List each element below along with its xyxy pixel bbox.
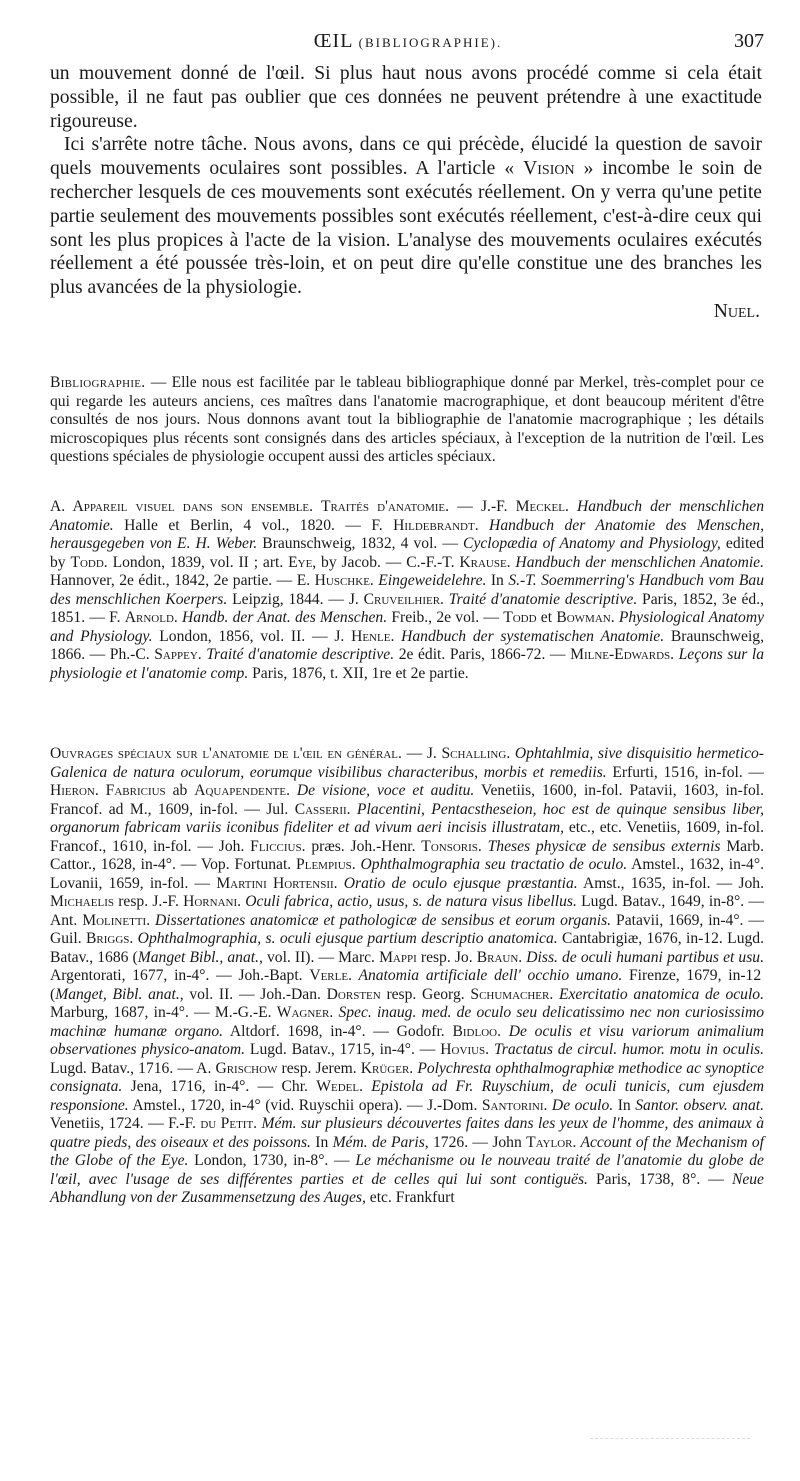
citation-fragment: Lugd. Batav., 1649, in-8°. — Ant. — [50, 893, 764, 929]
citation-fragment: Eye, — [288, 553, 317, 571]
citation-fragment: Handb. der Anat. des Menschen. — [177, 609, 388, 626]
citation-fragment: Ophtahlmia, sive disquisitio hermetico-Galenica de natura oculorum, eorumque visibilibus characteribus, morbis et remediis. — [50, 745, 764, 781]
citation-fragment: Ophthalmographia seu tractatio de oculo. — [355, 856, 628, 873]
section-a-heading: A. Appareil visuel dans son ensemble. Traités d'anatomie. — [50, 498, 450, 515]
header-title-main: ŒIL — [313, 30, 353, 52]
citation-fragment: Manget, Bibl. anat., — [55, 985, 184, 1003]
citation-fragment: Todd. — [70, 553, 108, 571]
author-name: Nuel. — [713, 300, 760, 322]
citation-fragment: Braunschweig, 1866. — Ph.-C. — [50, 627, 764, 663]
citation-fragment: Amstel., 1720, in-4° (vid. Ruyschii opera). — J.-Dom. — [128, 1096, 482, 1114]
citation-fragment: Diss. de oculi humani partibus et usu. — [522, 948, 764, 966]
citation-fragment: S.-T. Soemmerring's Handbuch vom Bau des menschlichen Koerpers. — [50, 572, 764, 608]
citation-fragment: Traité d'anatomie descriptive. — [443, 590, 638, 608]
citation-fragment: Anatomia artificiale dell' occhio umano. — [351, 967, 623, 984]
citation-fragment: Fliccius. — [250, 837, 306, 855]
page-number: 307 — [734, 30, 764, 52]
citation-fragment: Patavii, 1669, in-4°. — Guil. — [50, 911, 764, 947]
citation-fragment: Grischow — [215, 1059, 278, 1077]
main-text — [50, 62, 762, 324]
citation-fragment: Todd — [503, 609, 537, 626]
citation-fragment: 1726. — John — [428, 1133, 527, 1151]
citation-fragment: Neue Abhandlung von der Zusammensetzung des Auges, — [50, 1170, 764, 1206]
citation-fragment: Polychresta ophthalmographiæ methodice ac synoptice consignata. — [50, 1059, 764, 1095]
citation-fragment: Spec. inaug. med. de oculo seu delicatissimo nec non curiosissimo machinæ humanæ organo. — [50, 1004, 765, 1040]
citation-fragment: Paris, 1876, t. XII, 1re et 2e partie. — [248, 664, 469, 682]
citation-fragment: Lugd. Batav., 1715, in-4°. — — [245, 1041, 441, 1058]
citation-fragment: In — [613, 1096, 636, 1114]
author-signature — [50, 300, 762, 324]
citation-fragment: Schumacher. — [470, 985, 554, 1003]
citation-fragment: Handbuch der menschlichen Anatomie. — [510, 553, 765, 571]
citation-fragment: Mém. de Paris, — [332, 1133, 429, 1151]
citation-fragment: Exercitatio anatomica de oculo. — [553, 985, 764, 1003]
citation-fragment: Hildebrandt. — [393, 516, 479, 534]
citation-fragment: resp. Georg. — [380, 985, 471, 1003]
section-a-entries — [50, 498, 764, 683]
paragraph-2 — [50, 133, 762, 300]
citation-fragment: Cantabrigiæ, 1676, in-12. Lugd. Batav., 1686 ( — [50, 930, 764, 966]
paragraph-2-end: » incombe le soin de rechercher lesquels de ces mouvements sont exécutés réellement. On y verra qu'une petite partie seulement des mouvements possibles sont exécutés réellement, c'est-à-dire ceux qui sont les plus propices à l'acte de la vision. L'analyse des mouvements oculaires exécutés réellement a été poussée très-loin, et on peut dire qu'elle constitue une des branches les plus avancées de la physiologie. — [50, 158, 763, 299]
article-reference: Vision — [523, 158, 575, 180]
citation-fragment: Amst., 1635, in-fol. — Joh. — [577, 874, 765, 892]
citation-fragment: — J.-F. — [449, 498, 516, 515]
citation-fragment: Account of the Mechanism of the Globe of the Eye. — [50, 1133, 764, 1169]
citation-fragment: Leçons sur la physiologie et l'anatomie comp. — [50, 646, 765, 682]
citation-fragment: vol. II. — Joh.-Dan. — [183, 985, 327, 1003]
citation-fragment: Krüger. — [360, 1059, 414, 1077]
citation-fragment: Santorini. — [481, 1096, 548, 1114]
citation-fragment: Meckel. — [515, 498, 569, 515]
citation-fragment: Paris, 1852, 3e éd., 1851. — F. — [50, 590, 764, 626]
citation-fragment: Hieron. Fabricius — [50, 782, 166, 799]
citation-fragment: resp. J.-F. — [113, 893, 184, 910]
citation-fragment: Aquapendente. — [194, 782, 291, 799]
citation-fragment: resp. Jerem. — [277, 1059, 361, 1077]
citation-fragment: Briggs. — [86, 930, 134, 947]
citation-fragment: Paris, 1738, 8°. — — [587, 1170, 732, 1188]
citation-fragment: Wagner. — [276, 1004, 334, 1021]
header-title — [52, 30, 764, 53]
section-b-entries — [50, 745, 764, 1208]
citation-fragment: Eingeweidelehre. — [373, 572, 487, 589]
citation-fragment: Altdorf. 1698, in-4°. — Godofr. — [223, 1022, 453, 1040]
citation-fragment: Halle et Berlin, 4 vol., 1820. — F. — [113, 516, 394, 534]
paragraph-1: un mouvement donné de l'œil. Si plus haut nous avons procédé comme si cela était possible, il ne faut pas oublier que ces données ne peuvent prétendre à une exactitude rigoureuse. — [50, 63, 762, 132]
citation-fragment: Schalling. — [441, 745, 511, 762]
citation-fragment: Oratio de oculo ejusque præstantia. — [337, 874, 578, 892]
citation-fragment: Casserii. — [294, 800, 351, 818]
citation-fragment: Plempius. — [296, 856, 356, 873]
section-special-works — [50, 745, 764, 1208]
citation-fragment: Lugd. Batav., 1716. — A. — [50, 1059, 216, 1077]
citation-fragment: In — [486, 572, 509, 589]
citation-fragment: ab — [165, 782, 195, 799]
citation-fragment: 2e édit. Paris, 1866-72. — — [394, 646, 571, 663]
citation-fragment: Michaelis — [50, 893, 114, 910]
paragraph-2-start: Ici s'arrête notre tâche. Nous avons, dans ce qui précède, élucidé la question de savoir quels mouvements oculaires sont possibles. A l'article « — [50, 134, 762, 180]
citation-fragment: edited by — [50, 535, 764, 571]
citation-fragment: Hornani. — [183, 893, 242, 910]
section-b-heading: Ouvrages spéciaux sur l'anatomie de l'œil en général. — [50, 745, 402, 762]
citation-fragment: De visione, voce et auditu. — [290, 782, 475, 799]
citation-fragment: De oculo. — [547, 1096, 614, 1114]
citation-fragment: vol. II). — Marc. — [262, 948, 380, 966]
citation-fragment: Verle. — [309, 967, 352, 984]
citation-fragment: Hovius. — [440, 1041, 490, 1058]
citation-fragment: Dissertationes anatomicæ et pathologicæ de sensibus et eorum organis. — [150, 911, 612, 929]
citation-fragment: by Jacob. — C.-F.-T. — [316, 553, 460, 571]
bibliography-intro — [50, 374, 764, 467]
bleed-through-trace — [590, 1438, 750, 1445]
citation-fragment: Bidloo. — [452, 1022, 501, 1040]
citation-fragment: Mappi — [379, 948, 417, 966]
citation-fragment: Handbuch der systematischen Anatomie. — [394, 627, 665, 645]
citation-fragment: — J. — [401, 745, 442, 762]
citation-fragment: Freib., 2e vol. — — [387, 609, 504, 626]
citation-fragment: Bowman. — [556, 609, 615, 626]
citation-fragment: Braun. — [476, 948, 523, 966]
citation-fragment: Wedel. — [316, 1078, 363, 1095]
citation-fragment: Tonsoris. — [421, 837, 482, 855]
citation-fragment: Leipzig, 1844. — J. — [227, 590, 364, 608]
running-header — [52, 30, 764, 58]
citation-fragment: London, 1839, vol. II ; art. — [107, 553, 289, 571]
citation-fragment: Martini Hortensii. — [216, 874, 338, 892]
citation-fragment: Firenze, 1679, in-12 ( — [50, 967, 762, 1003]
citation-fragment: Molinetti. — [82, 911, 151, 929]
citation-fragment: London, 1730, in-8°. — — [188, 1152, 356, 1169]
citation-fragment: Venetiis, 1600, in-fol. Patavii, 1603, in-fol. Francof. ad M., 1609, in-fol. — Jul. — [50, 782, 765, 818]
citation-fragment: Marb. Cattor., 1628, in-4°. — Vop. Fortunat. — [50, 837, 764, 873]
citation-fragment: Handbuch der menschlichen Anatomie. — [50, 498, 764, 534]
citation-fragment: resp. Jo. — [416, 948, 477, 966]
citation-fragment: Cruveilhier. — [363, 590, 444, 608]
citation-fragment: Theses physicæ de sensibus externis — [481, 837, 721, 855]
citation-fragment: Taylor. — [526, 1133, 577, 1151]
citation-fragment: De oculis et visu variorum animalium observationes physico-anatom. — [50, 1022, 765, 1058]
header-title-sub: (BIBLIOGRAPHIE). — [358, 35, 503, 50]
citation-fragment: Tractatus de circul. humor. motu in oculis. — [489, 1041, 765, 1058]
citation-fragment: Santor. observ. anat. — [635, 1096, 764, 1114]
citation-fragment: etc., etc. Venetiis, 1609, in-fol. Francof., 1610, in-fol. — Joh. — [50, 819, 764, 855]
citation-fragment: In — [310, 1133, 333, 1151]
citation-fragment: Ophthalmographia, s. oculi ejusque partium descriptio anatomica. — [133, 930, 558, 947]
citation-fragment: Jena, 1716, in-4°. — Chr. — [122, 1078, 317, 1095]
citation-fragment: Placentini, Pentacstheseion, hoc est de quinque sensibus liber, organorum fabricam variis iconibus fideliter et ad vivum aeri incisis illustratam, — [50, 800, 764, 836]
citation-fragment: Huschke. — [314, 572, 374, 589]
citation-fragment: Marburg, 1687, in-4°. — M.-G.-E. — [50, 1004, 277, 1021]
citation-fragment: Oculi fabrica, actio, usus, s. de natura visus libellus. — [241, 893, 577, 910]
citation-fragment: Arnold. — [124, 609, 178, 626]
citation-fragment: Amstel., 1632, in-4°. Lovanii, 1659, in-fol. — — [50, 856, 764, 892]
citation-fragment: Traité d'anatomie descriptive. — [201, 646, 395, 663]
citation-fragment: et — [536, 609, 557, 626]
citation-fragment: Epistola ad Fr. Ruyschium, de oculi tunicis, cum ejusdem responsione. — [50, 1078, 765, 1114]
citation-fragment: præs. Joh.-Henr. — [305, 837, 422, 855]
citation-fragment: Sappey. — [154, 646, 202, 663]
citation-fragment: Argentorati, 1677, in-4°. — Joh.-Bapt. — [50, 967, 310, 984]
section-a-treatises — [50, 498, 764, 683]
citation-fragment: Milne-Edwards. — [570, 646, 675, 663]
citation-fragment: Krause. — [459, 553, 511, 571]
citation-fragment: London, 1856, vol. II. — J. — [152, 627, 352, 645]
citation-fragment: Venetiis, 1724. — F.-F. — [50, 1115, 201, 1132]
citation-fragment: Braunschweig, 1832, 4 vol. — — [257, 535, 464, 552]
citation-fragment: etc. Frankfurt — [365, 1189, 455, 1206]
citation-fragment: Hannover, 2e édit., 1842, 2e partie. — E. — [50, 572, 315, 589]
citation-fragment: Handbuch der Anatomie des Menschen, herausgegeben von E. H. Weber. — [50, 516, 764, 552]
citation-fragment: Le méchanisme ou le nouveau traité de l'anatomie du globe de l'œil, avec l'usage de ses différentes parties et de celles qui lui sont contiguës. — [50, 1152, 764, 1188]
citation-fragment: du Petit. — [200, 1115, 258, 1132]
citation-fragment: Dorsten — [326, 985, 381, 1003]
citation-fragment: Physiological Anatomy and Physiology. — [50, 609, 764, 645]
citation-fragment: Manget Bibl., anat., — [137, 948, 263, 966]
citation-fragment: Erfurti, 1516, in-fol. — — [606, 763, 765, 781]
citation-fragment: Cyclopædia of Anatomy and Physiology, — [463, 535, 721, 552]
bibliography-heading: Bibliographie. — [50, 374, 146, 391]
citation-fragment: Mém. sur plusieurs découvertes faites dans les yeux de l'homme, des animaux à quatre pieds, des oiseaux et des poissons. — [50, 1115, 764, 1151]
citation-fragment: Henle. — [351, 627, 395, 645]
bibliography-intro-text: — Elle nous est facilitée par le tableau bibliographique donné par Merkel, très-complet pour ce qui regarde les auteurs anciens, ces maîtres dans l'anatomie macrographique, et dont beaucoup méritent d'être consultés de nos jours. Nous donnons avant tout la bibliographie de l'anatomie macrographique ; les détails microscopiques plus récents sont consignés dans des articles spéciaux, à l'exception de la nutrition de l'œil. Les questions spéciales de physiologie occupent aussi des articles spéciaux. — [50, 374, 764, 465]
